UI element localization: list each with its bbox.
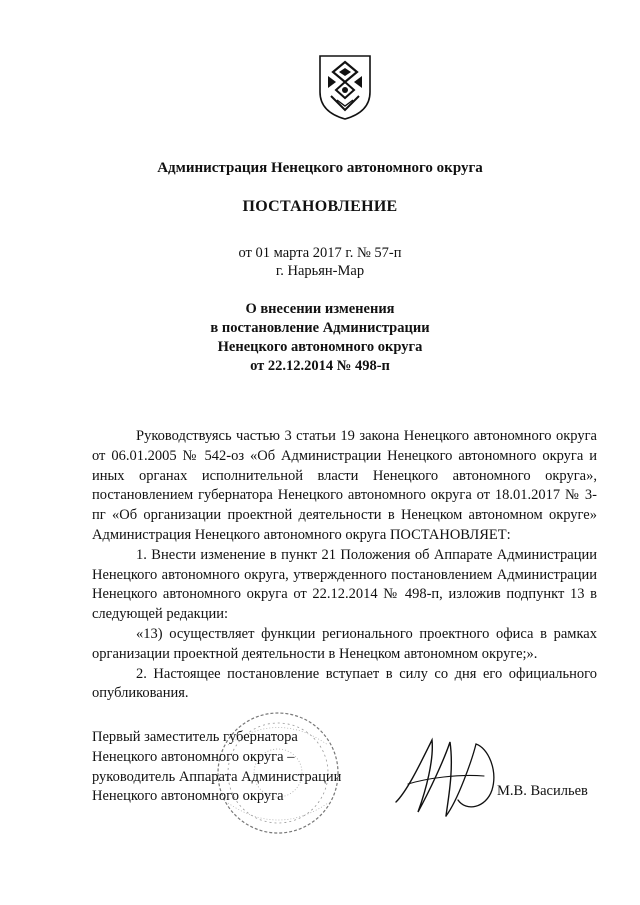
subject-line: в постановление Администрации: [210, 320, 430, 336]
coat-of-arms-icon: [316, 52, 374, 122]
document-place: г. Нарьян-Мар: [275, 263, 365, 279]
item-2-paragraph: 2. Настоящее постановление вступает в силу со дня его официального опубликования.: [92, 665, 597, 702]
organization-title: Администрация Ненецкого автономного округа: [157, 160, 483, 176]
document-date-number: от 01 марта 2017 г. № 57-п: [238, 245, 402, 261]
subject-line: от 22.12.2014 № 498-п: [250, 358, 390, 374]
position-line: Первый заместитель губернатора: [92, 729, 298, 745]
item-1-quote-paragraph: «13) осуществляет функции регионального проектного офиса в рамках организации проектной деятельности в Ненецком автономном округе;».: [92, 625, 597, 662]
document-type: ПОСТАНОВЛЕНИЕ: [242, 198, 398, 215]
document-body: [92, 427, 597, 704]
preamble-paragraph: Руководствуясь частью 3 статьи 19 закона Ненецкого автономного округа от 06.01.2005 № 542-оз «Об Администрации Ненецкого автономного округа и иных органах исполнительной власти Ненецкого автономного округа», постановлением губернатора Ненецкого автономного округа от 18.01.2017 № 3-пг «Об организации проектной деятельности в Ненецком автономном округе» Администрация Ненецкого автономного округа ПОСТАНОВЛЯЕТ:: [92, 428, 597, 543]
signatory-name: М.В. Васильев: [497, 783, 588, 799]
position-line: Ненецкого автономного округа –: [92, 748, 295, 765]
signatory-position: [92, 728, 341, 807]
position-line: руководитель Аппарата Администрации: [92, 768, 342, 785]
position-line: Ненецкого автономного округа: [92, 788, 284, 805]
handwritten-signature-icon: [388, 730, 508, 820]
document-subject: [0, 300, 640, 376]
subject-line: Ненецкого автономного округа: [217, 339, 423, 355]
subject-line: О внесении изменения: [245, 301, 395, 317]
item-1-paragraph: 1. Внести изменение в пункт 21 Положения об Аппарате Администрации Ненецкого автономного округа, утвержденного постановлением Администрации Ненецкого автономного округа от 22.12.2014 № 498-п, изложив подпункт 13 в следующей редакции:: [92, 546, 597, 623]
